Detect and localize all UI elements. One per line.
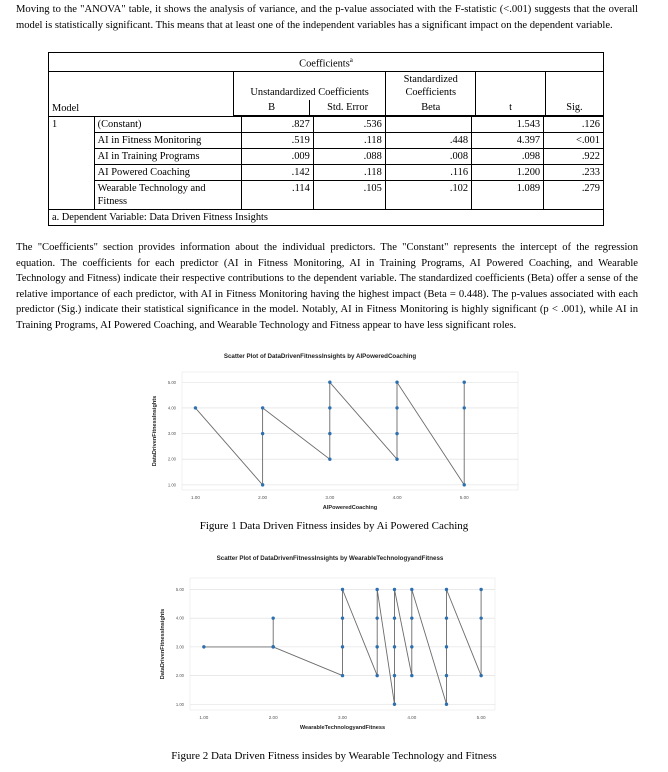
std-header: Standardized Coefficients	[386, 72, 476, 101]
row-beta	[385, 117, 471, 133]
scatter-plot-wearable	[150, 548, 520, 746]
y-tick-label: 2.00	[167, 456, 176, 462]
row-beta: .008	[385, 149, 471, 165]
row-name: AI in Fitness Monitoring	[94, 133, 241, 149]
row-b: .519	[241, 133, 313, 149]
data-point	[479, 588, 482, 591]
data-point	[445, 616, 448, 619]
table-footnote-row	[49, 210, 604, 226]
row-t: 1.089	[472, 181, 544, 210]
x-tick-label: 3.00	[325, 495, 335, 500]
y-tick-label: 1.00	[175, 701, 184, 707]
row-sig: .233	[544, 165, 604, 181]
coefficients-paragraph: The "Coefficients" section provides information about the individual predictors. The "Constant" represents the intercept of the regression equation. The coefficients for each predictor (AI in Fitness Monitoring, AI in Training Programs, AI Powered Coaching, and Wearable Technology and Fitness) indicate their respective contributions to the dependent variable. The standardized coefficients (Beta) offer a sense of the relative importance of each predictor, with AI in Fitness Monitoring having the highest impact (Beta = 0.448). The p-values associated with each predictor (Sig.) indicate their statistical significance in the model. Notably, AI in Fitness Monitoring is highly significant (p < .001), while AI in Training Programs, AI Powered Coaching, and Wearable Technology and Fitness appear to have less significant roles.	[16, 242, 638, 331]
data-point	[395, 432, 398, 435]
data-point	[261, 483, 264, 486]
data-point	[410, 616, 413, 619]
row-beta: .102	[385, 181, 471, 210]
coefficients-table	[48, 52, 604, 116]
y-axis-label: DataDrivenFitnessInsights	[152, 395, 158, 467]
data-point	[341, 588, 344, 591]
x-tick-label: 5.00	[476, 715, 486, 720]
x-tick-label: 4.00	[392, 495, 402, 500]
data-point	[328, 406, 331, 409]
data-point	[463, 483, 466, 486]
x-axis-label: AIPoweredCoaching	[322, 505, 378, 511]
scatter-plot-coaching	[140, 350, 520, 520]
row-name: (Constant)	[94, 117, 241, 133]
data-point	[463, 381, 466, 384]
row-beta: .116	[385, 165, 471, 181]
chart-title: Scatter Plot of DataDrivenFitnessInsights by WearableTechnologyandFitness	[216, 555, 444, 562]
data-point	[445, 674, 448, 677]
y-tick-label: 1.00	[167, 482, 176, 488]
coefficients-body	[48, 116, 604, 226]
data-point	[410, 645, 413, 648]
data-point	[261, 432, 264, 435]
row-sig: <.001	[544, 133, 604, 149]
data-point	[341, 616, 344, 619]
data-point	[393, 616, 396, 619]
plot-area	[182, 372, 518, 490]
x-tick-label: 2.00	[268, 715, 278, 720]
data-point	[341, 674, 344, 677]
row-sig: .922	[544, 149, 604, 165]
y-tick-label: 2.00	[175, 673, 184, 679]
data-point	[328, 432, 331, 435]
row-se: .118	[313, 165, 385, 181]
data-point	[375, 616, 378, 619]
x-tick-label: 5.00	[459, 495, 469, 500]
table-header-row	[49, 72, 604, 101]
y-tick-label: 5.00	[167, 379, 176, 385]
unstd-header: Unstandardized Coefficients	[234, 72, 386, 101]
row-se: .088	[313, 149, 385, 165]
data-point	[395, 458, 398, 461]
table-row	[49, 149, 604, 165]
data-point	[463, 406, 466, 409]
row-beta: .448	[385, 133, 471, 149]
data-point	[375, 674, 378, 677]
figure-1-caption: Figure 1 Data Driven Fitness insides by Ai Powered Caching	[199, 520, 469, 532]
data-point	[202, 645, 205, 648]
row-b: .827	[241, 117, 313, 133]
data-point	[395, 381, 398, 384]
row-b: .114	[241, 181, 313, 210]
row-name: Wearable Technology and Fitness	[94, 181, 241, 210]
x-axis-label: WearableTechnologyandFitness	[299, 725, 386, 731]
row-se: .536	[313, 117, 385, 133]
data-point	[395, 406, 398, 409]
figure-2-caption: Figure 2 Data Driven Fitness insides by Wearable Technology and Fitness	[171, 750, 497, 762]
row-sig: .279	[544, 181, 604, 210]
data-point	[445, 645, 448, 648]
chart-title: Scatter Plot of DataDrivenFitnessInsights by AIPoweredCoaching	[223, 353, 417, 360]
x-tick-label: 4.00	[407, 715, 417, 720]
table-row	[49, 165, 604, 181]
row-name: AI in Training Programs	[94, 149, 241, 165]
b-header: B	[234, 100, 310, 116]
data-point	[393, 674, 396, 677]
data-point	[410, 588, 413, 591]
table-row	[49, 117, 604, 133]
row-se: .105	[313, 181, 385, 210]
row-sig: .126	[544, 117, 604, 133]
row-se: .118	[313, 133, 385, 149]
row-b: .009	[241, 149, 313, 165]
data-point	[375, 588, 378, 591]
data-point	[328, 458, 331, 461]
se-header: Std. Error	[310, 100, 386, 116]
data-point	[261, 406, 264, 409]
table-title-row	[49, 53, 604, 72]
table-footnote: a. Dependent Variable: Data Driven Fitness Insights	[49, 210, 604, 226]
table-row	[49, 133, 604, 149]
anova-paragraph: Moving to the "ANOVA" table, it shows the analysis of variance, and the p-value associated with the F-statistic (<.001) suggests that the overall model is statistically significant. This means that at least one of the independent variables has a significant impact on the dependent variable.	[16, 4, 638, 31]
x-tick-label: 1.00	[190, 495, 200, 500]
row-t: 1.200	[472, 165, 544, 181]
y-axis-label: DataDrivenFitnessInsights	[160, 608, 166, 680]
row-t: 4.397	[472, 133, 544, 149]
data-point	[445, 588, 448, 591]
data-point	[479, 616, 482, 619]
data-point	[341, 645, 344, 648]
x-tick-label: 1.00	[199, 715, 209, 720]
data-point	[410, 674, 413, 677]
sig-header: Sig.	[545, 72, 603, 116]
data-point	[445, 703, 448, 706]
row-name: AI Powered Coaching	[94, 165, 241, 181]
table-row	[49, 181, 604, 210]
data-point	[479, 674, 482, 677]
data-point	[194, 406, 197, 409]
row-t: .098	[472, 149, 544, 165]
data-point	[375, 645, 378, 648]
data-point	[393, 703, 396, 706]
y-tick-label: 4.00	[167, 405, 176, 411]
beta-header: Beta	[386, 100, 476, 116]
x-tick-label: 3.00	[338, 715, 347, 720]
data-point	[393, 588, 396, 591]
y-tick-label: 3.00	[175, 644, 184, 650]
row-t: 1.543	[472, 117, 544, 133]
x-tick-label: 2.00	[258, 495, 268, 500]
table-title: Coefficients$^a$	[49, 53, 604, 72]
model-number: 1	[49, 117, 95, 210]
data-point	[271, 645, 274, 648]
row-b: .142	[241, 165, 313, 181]
y-tick-label: 4.00	[175, 615, 184, 621]
model-header: Model	[49, 72, 234, 116]
data-point	[271, 616, 274, 619]
y-tick-label: 3.00	[167, 431, 176, 437]
y-tick-label: 5.00	[175, 586, 184, 592]
t-header: t	[476, 72, 545, 116]
data-point	[328, 381, 331, 384]
data-point	[393, 645, 396, 648]
